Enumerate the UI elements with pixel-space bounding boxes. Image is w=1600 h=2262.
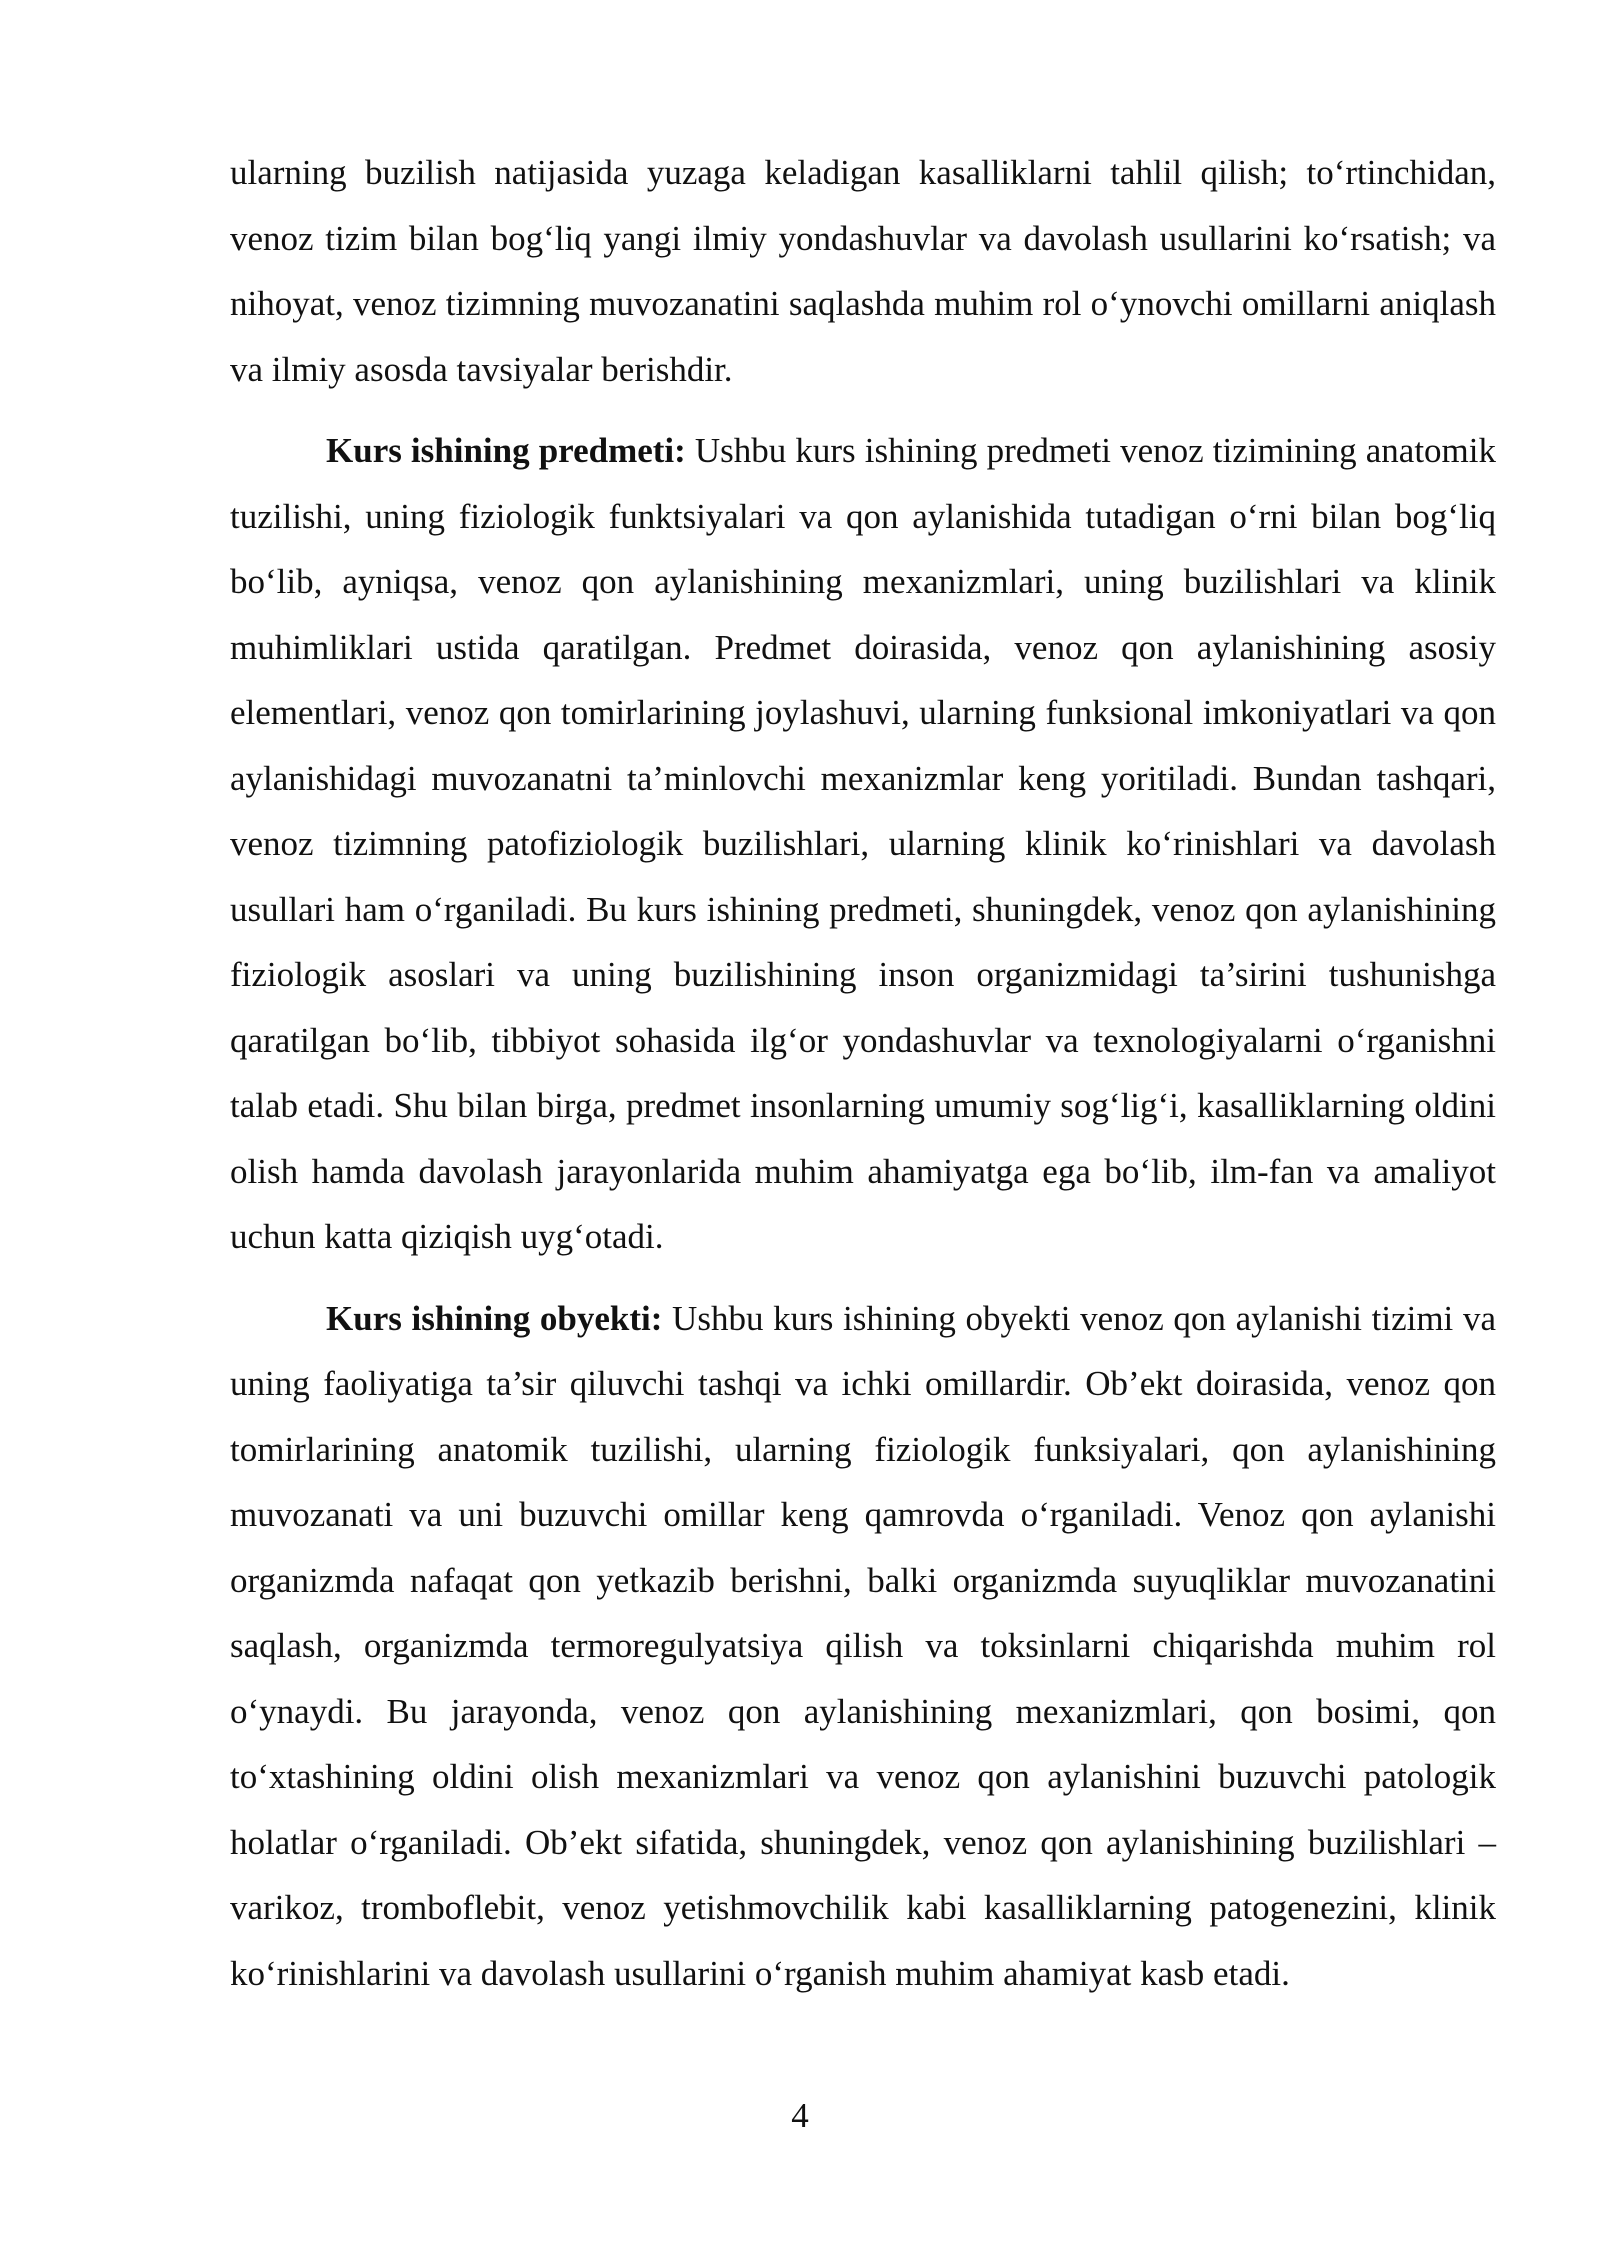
document-body — [230, 140, 1496, 2022]
paragraph-object — [230, 1286, 1496, 2007]
page-number: 4 — [791, 2096, 809, 2135]
subject-text: Ushbu kurs ishining predmeti venoz tizimining anatomik tuzilishi, uning fiziologik funktsiyalari va qon aylanishida tutadigan o‘rni bilan bog‘liq bo‘lib, ayniqsa, venoz qon aylanishining mexanizmlari, uning buzilishlari va klinik muhimliklari ustida qaratilgan. Predmet doirasida, venoz qon aylanishining asosiy elementlari, venoz qon tomirlarining joylashuvi, ularning funksional imkoniyatlari va qon aylanishidagi muvozanatni ta’minlovchi mexanizmlar keng yoritiladi. Bundan tashqari, venoz tizimning patofiziologik buzilishlari, ularning klinik ko‘rinishlari va davolash usullari ham o‘rganiladi. Bu kurs ishining predmeti, shuningdek, venoz qon aylanishining fiziologik asoslari va uning buzilishining inson organizmidagi ta’sirini tushunishga qaratilgan bo‘lib, tibbiyot sohasida ilg‘or yondashuvlar va texnologiyalarni o‘rganishni talab etadi. Shu bilan birga, predmet insonlarning umumiy sog‘lig‘i, kasalliklarning oldini olish hamda davolash jarayonlarida muhim ahamiyatga ega bo‘lib, ilm-fan va amaliyot uchun katta qiziqish uyg‘otadi. — [230, 431, 1496, 1256]
object-heading: Kurs ishining obyekti: — [326, 1298, 663, 1338]
paragraph-subject — [230, 418, 1496, 1270]
subject-heading: Kurs ishining predmeti: — [326, 431, 686, 470]
paragraph-continuation — [230, 140, 1496, 402]
paragraph-text: ularning buzilish natijasida yuzaga keladigan kasalliklarni tahlil qilish; to‘rtinchidan, venoz tizim bilan bog‘liq yangi ilmiy yondashuvlar va davolash usullarini ko‘rsatish; va nihoyat, venoz tizimning muvozanatini saqlashda muhim rol o‘ynovchi omillarni aniqlash va ilmiy asosda tavsiyalar berishdir. — [230, 153, 1496, 389]
object-text: Ushbu kurs ishining obyekti venoz qon aylanishi tizimi va uning faoliyatiga ta’sir qiluvchi tashqi va ichki omillardir. Ob’ekt doirasida, venoz qon tomirlarining anatomik tuzilishi, ularning fiziologik funksiyalari, qon aylanishining muvozanati va uni buzuvchi omillar keng qamrovda o‘rganiladi. Venoz qon aylanishi organizmda nafaqat qon yetkazib berishni, balki organizmda suyuqliklar muvozanatini saqlash, organizmda termoregulyatsiya qilish va toksinlarni chiqarishda muhim rol o‘ynaydi. Bu jarayonda, venoz qon aylanishining mexanizmlari, qon bosimi, qon to‘xtashining oldini olish mexanizmlari va venoz qon aylanishini buzuvchi patologik holatlar o‘rganiladi. Ob’ekt sifatida, shuningdek, venoz qon aylanishining buzilishlari – varikoz, tromboflebit, venoz yetishmovchilik kabi kasalliklarning patogenezini, klinik ko‘rinishlarini va davolash usullarini o‘rganish muhim ahamiyat kasb etadi. — [230, 1298, 1496, 1993]
